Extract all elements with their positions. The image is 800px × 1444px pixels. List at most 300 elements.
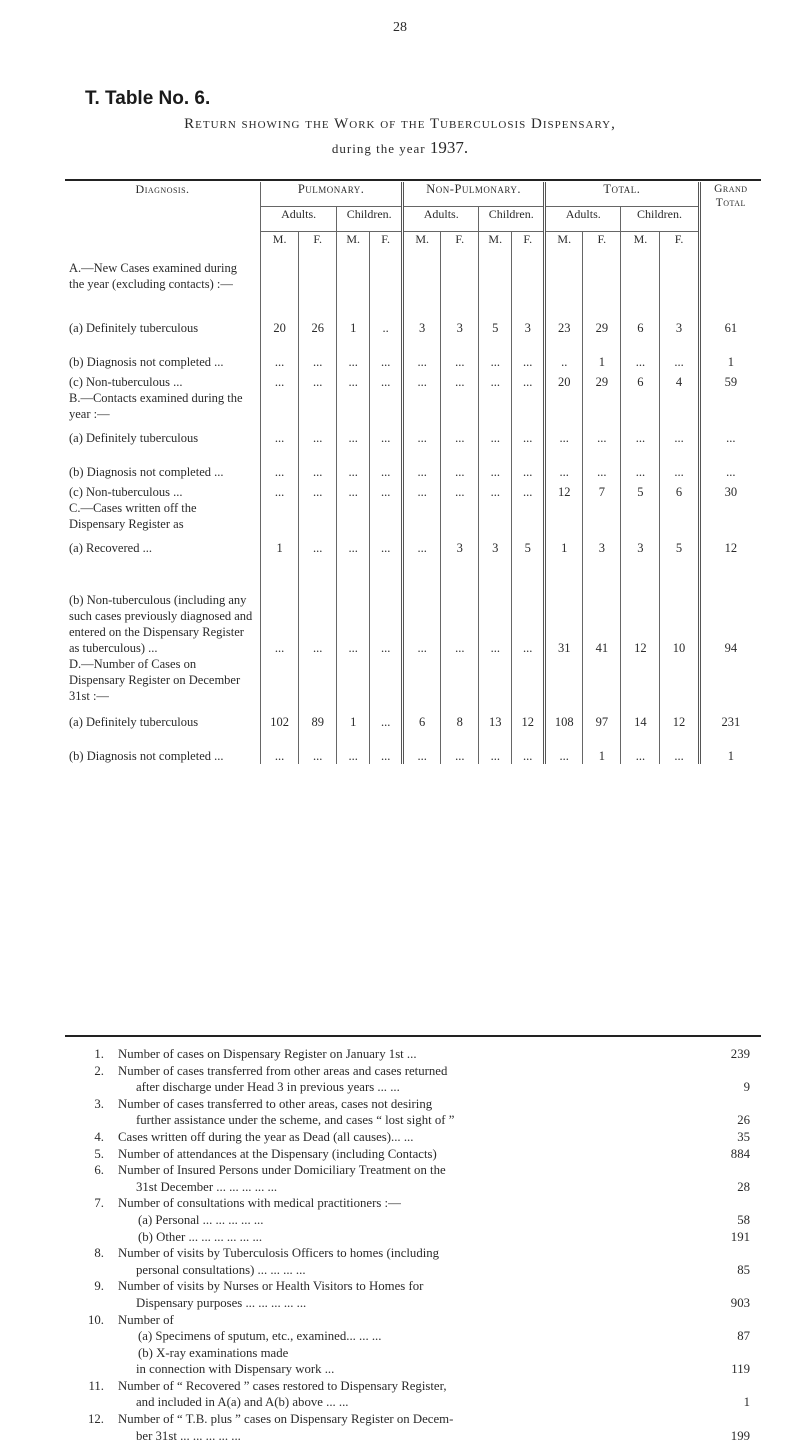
table-cell: 1: [583, 336, 621, 370]
table-cell: ...: [583, 446, 621, 480]
grand-total-cell: 59: [699, 370, 761, 390]
empty-cell: [583, 390, 621, 428]
empty-cell: [403, 390, 441, 428]
table-cell: 89: [299, 712, 337, 730]
table-cell: ...: [545, 446, 583, 480]
table-cell: ...: [545, 428, 583, 446]
row-label: (a) Definitely tuberculous: [69, 431, 199, 445]
note-text: Number of attendances at the Dispensary (including Contacts): [118, 1146, 437, 1161]
note-item: [80, 1411, 750, 1444]
note-value: 87: [737, 1329, 750, 1344]
table-cell: ...: [479, 480, 512, 500]
note-item: [80, 1245, 750, 1278]
sex-header: M.: [403, 232, 441, 261]
table-cell: ...: [441, 480, 479, 500]
sex-header: F.: [441, 232, 479, 261]
table-cell: 20: [545, 370, 583, 390]
table-cell: ...: [337, 370, 370, 390]
note-item: [80, 1212, 750, 1229]
table-cell: 29: [583, 370, 621, 390]
note-value: 35: [737, 1129, 750, 1144]
dispensary-table: [65, 182, 761, 764]
note-value: 28: [737, 1179, 750, 1194]
table-cell: ...: [512, 336, 545, 370]
note-text: Number of: [118, 1312, 174, 1327]
empty-cell: [337, 390, 370, 428]
table-cell: ...: [370, 712, 403, 730]
empty-cell: [261, 500, 299, 538]
empty-cell: [479, 260, 512, 318]
note-text: Number of Insured Persons under Domiciliary Treatment on the: [118, 1163, 446, 1178]
table-cell: ...: [403, 370, 441, 390]
empty-cell: [583, 500, 621, 538]
empty-cell: [583, 656, 621, 712]
grand-total-cell: 1: [699, 336, 761, 370]
row-label: (a) Definitely tuberculous: [69, 715, 199, 729]
note-item: [80, 1312, 750, 1329]
table-cell: ...: [403, 730, 441, 764]
note-number: 2.: [94, 1063, 104, 1078]
empty-cell: [337, 260, 370, 318]
table-cell: ...: [403, 538, 441, 556]
note-text: after discharge under Head 3 in previous years ... ...: [136, 1080, 400, 1095]
table-cell: ...: [337, 428, 370, 446]
table-cell: 108: [545, 712, 583, 730]
table-cell: 41: [583, 556, 621, 656]
empty-cell: [441, 260, 479, 318]
note-number: 3.: [94, 1096, 104, 1111]
note-number: 11.: [88, 1378, 104, 1393]
note-text: and included in A(a) and A(b) above ... ...: [136, 1395, 349, 1410]
table-cell: ...: [441, 446, 479, 480]
table-cell: 20: [261, 318, 299, 336]
table-cell: ...: [583, 428, 621, 446]
table-row: [65, 730, 761, 764]
table-row: [65, 446, 761, 480]
note-item: [80, 1328, 750, 1345]
table-cell: ...: [299, 480, 337, 500]
table-cell: ...: [512, 730, 545, 764]
section-heading-row: [65, 260, 761, 318]
summary-notes: [80, 1046, 750, 1444]
note-text: Number of visits by Tuberculosis Officers to homes (including: [118, 1246, 440, 1261]
table-cell: ...: [512, 446, 545, 480]
note-item: [80, 1195, 750, 1212]
table-label: T. Table No. 6.: [85, 88, 211, 109]
table-cell: 1: [261, 538, 299, 556]
empty-cell: [660, 260, 699, 318]
empty-cell: [261, 390, 299, 428]
sex-header: M.: [479, 232, 512, 261]
table-cell: ...: [299, 336, 337, 370]
empty-cell: [299, 500, 337, 538]
empty-cell: [583, 260, 621, 318]
note-text: in connection with Dispensary work ...: [136, 1362, 335, 1377]
total-header: Total.: [545, 182, 699, 207]
table-cell: 6: [403, 712, 441, 730]
table-cell: ...: [299, 538, 337, 556]
table-cell: ...: [337, 480, 370, 500]
table-row: [65, 318, 761, 336]
table-cell: ...: [337, 336, 370, 370]
non-pulmonary-adults-header: Adults.: [403, 207, 479, 232]
table-cell: 3: [441, 538, 479, 556]
sex-header: M.: [545, 232, 583, 261]
note-value: 903: [730, 1295, 750, 1310]
empty-cell: [370, 656, 403, 712]
table-cell: 6: [660, 480, 699, 500]
section-heading-row: [65, 500, 761, 538]
empty-cell: [512, 656, 545, 712]
sex-header: F.: [370, 232, 403, 261]
table-cell: ...: [370, 428, 403, 446]
table-cell: ...: [545, 730, 583, 764]
table-row: [65, 336, 761, 370]
table-cell: 10: [660, 556, 699, 656]
note-text: (b) Other ... ... ... ... ... ...: [138, 1229, 263, 1244]
note-text: (a) Specimens of sputum, etc., examined... ... ...: [138, 1329, 382, 1344]
table-cell: ...: [403, 556, 441, 656]
table-cell: ...: [299, 428, 337, 446]
sex-header: M.: [337, 232, 370, 261]
empty-cell: [660, 500, 699, 538]
table-cell: ...: [621, 336, 660, 370]
section-heading: B.—Contacts examined during the year :—: [69, 391, 243, 421]
table-cell: 97: [583, 712, 621, 730]
section-heading-row: [65, 656, 761, 712]
empty-cell: [403, 500, 441, 538]
table-cell: 3: [583, 538, 621, 556]
empty-cell: [370, 390, 403, 428]
empty-cell: [660, 656, 699, 712]
empty-cell: [441, 390, 479, 428]
empty-cell: [621, 260, 660, 318]
empty-cell: [370, 500, 403, 538]
note-text: Number of cases on Dispensary Register on January 1st ...: [118, 1047, 417, 1061]
note-text: further assistance under the scheme, and cases “ lost sight of ”: [136, 1113, 455, 1128]
pulmonary-adults-header: Adults.: [261, 207, 337, 232]
table-top-rule: [65, 179, 761, 181]
table-cell: ...: [441, 556, 479, 656]
table-cell: ...: [261, 428, 299, 446]
table-row: [65, 556, 761, 656]
total-adults-header: Adults.: [545, 207, 621, 232]
empty-cell: [261, 260, 299, 318]
empty-cell: [512, 500, 545, 538]
grand-total-cell: 61: [699, 318, 761, 336]
note-number: 8.: [94, 1246, 104, 1261]
table-cell: ...: [441, 730, 479, 764]
empty-cell: [621, 656, 660, 712]
note-item: [80, 1345, 750, 1378]
sex-header: F.: [660, 232, 699, 261]
note-text: Dispensary purposes ... ... ... ... ...: [136, 1295, 307, 1310]
empty-cell: [441, 500, 479, 538]
note-text: Number of “ T.B. plus ” cases on Dispensary Register on Decem-: [118, 1412, 454, 1427]
note-value: 26: [737, 1113, 750, 1128]
non-pulmonary-children-header: Children.: [479, 207, 545, 232]
sex-header: F.: [299, 232, 337, 261]
table-cell: 3: [479, 538, 512, 556]
table-row: [65, 538, 761, 556]
note-number: 10.: [88, 1312, 104, 1327]
grand-total-cell: ...: [699, 428, 761, 446]
table-cell: 7: [583, 480, 621, 500]
table-cell: ...: [512, 428, 545, 446]
table-cell: 29: [583, 318, 621, 336]
note-value: 85: [737, 1262, 750, 1277]
table-cell: ...: [441, 370, 479, 390]
empty-cell: [545, 260, 583, 318]
table-cell: ...: [261, 336, 299, 370]
note-item: [80, 1229, 750, 1246]
table-cell: 5: [479, 318, 512, 336]
table-cell: 6: [621, 318, 660, 336]
table-cell: ...: [337, 446, 370, 480]
table-cell: 6: [621, 370, 660, 390]
row-label: (a) Recovered ...: [69, 541, 152, 555]
table-cell: ...: [512, 480, 545, 500]
table-title: Return showing the Work of the Tuberculosis Dispensary,: [184, 116, 616, 132]
table-cell: ...: [512, 556, 545, 656]
table-cell: ...: [479, 556, 512, 656]
sex-header: M.: [261, 232, 299, 261]
note-value: 1: [743, 1395, 750, 1410]
table-cell: ...: [479, 370, 512, 390]
table-cell: 5: [660, 538, 699, 556]
note-text: (b) X-ray examinations made: [138, 1345, 289, 1360]
note-item: [80, 1063, 750, 1096]
table-cell: ...: [370, 538, 403, 556]
empty-cell: [479, 656, 512, 712]
table-cell: 5: [512, 538, 545, 556]
table-cell: ...: [403, 480, 441, 500]
table-cell: 3: [660, 318, 699, 336]
empty-cell: [699, 500, 761, 538]
empty-cell: [441, 656, 479, 712]
table-cell: ...: [370, 480, 403, 500]
note-item: [80, 1129, 750, 1146]
table-cell: ...: [261, 446, 299, 480]
empty-cell: [479, 500, 512, 538]
table-cell: ...: [261, 370, 299, 390]
table-cell: ...: [660, 446, 699, 480]
table-row: [65, 370, 761, 390]
total-children-header: Children.: [621, 207, 699, 232]
empty-cell: [512, 390, 545, 428]
grand-total-cell: 30: [699, 480, 761, 500]
table-cell: 1: [583, 730, 621, 764]
row-label: (b) Non-tuberculous (including any such cases previously diagnosed and entered on the Dispensary Register as tuberculous) ...: [69, 593, 253, 655]
note-value: 199: [730, 1428, 750, 1443]
grand-total-cell: 94: [699, 556, 761, 656]
table-cell: 12: [660, 712, 699, 730]
note-value: 191: [730, 1229, 750, 1244]
table-cell: ...: [660, 730, 699, 764]
row-label: (b) Diagnosis not completed ...: [69, 465, 224, 479]
note-number: 6.: [94, 1163, 104, 1178]
grand-total-header: Grand Total: [699, 182, 761, 260]
table-cell: ...: [261, 556, 299, 656]
section-heading-row: [65, 390, 761, 428]
table-cell: 3: [441, 318, 479, 336]
note-text: Number of cases transferred to other areas, cases not desiring: [118, 1096, 433, 1111]
table-cell: 12: [512, 712, 545, 730]
table-cell: 31: [545, 556, 583, 656]
table-cell: ..: [545, 336, 583, 370]
table-cell: 1: [337, 712, 370, 730]
note-text: personal consultations) ... ... ... ...: [136, 1262, 306, 1277]
table-cell: ...: [403, 428, 441, 446]
pulmonary-header: Pulmonary.: [261, 182, 403, 207]
table-cell: ...: [479, 730, 512, 764]
table-cell: ...: [403, 446, 441, 480]
row-label: (b) Diagnosis not completed ...: [69, 355, 224, 369]
table-bottom-rule: [65, 1035, 761, 1037]
table-cell: ...: [479, 428, 512, 446]
table-cell: 5: [621, 480, 660, 500]
table-cell: ...: [403, 336, 441, 370]
section-heading: D.—Number of Cases on Dispensary Register on December 31st :—: [69, 657, 241, 703]
table-cell: 1: [545, 538, 583, 556]
note-number: 9.: [94, 1279, 104, 1294]
grand-total-cell: 1: [699, 730, 761, 764]
note-item: [80, 1378, 750, 1411]
note-item: [80, 1046, 750, 1063]
empty-cell: [699, 260, 761, 318]
section-heading: C.—Cases written off the Dispensary Register as: [69, 501, 197, 531]
table-cell: ...: [660, 336, 699, 370]
grand-total-cell: 231: [699, 712, 761, 730]
table-cell: ...: [299, 370, 337, 390]
table-cell: 26: [299, 318, 337, 336]
table-row: [65, 428, 761, 446]
subtitle-prefix: during the year: [331, 141, 426, 156]
table-cell: ...: [621, 446, 660, 480]
note-text: ber 31st ... ... ... ... ...: [136, 1428, 241, 1443]
note-text: Cases written off during the year as Dead (all causes)... ...: [118, 1129, 414, 1144]
table-cell: ...: [512, 370, 545, 390]
note-number: 5.: [94, 1146, 104, 1161]
sex-header: M.: [621, 232, 660, 261]
empty-cell: [512, 260, 545, 318]
note-number: 1.: [94, 1047, 104, 1061]
row-label: (b) Diagnosis not completed ...: [69, 749, 224, 763]
note-number: 4.: [94, 1129, 104, 1144]
note-text: Number of “ Recovered ” cases restored to Dispensary Register,: [118, 1378, 447, 1393]
empty-cell: [699, 390, 761, 428]
grand-total-cell: ...: [699, 446, 761, 480]
table-cell: ...: [370, 370, 403, 390]
table-cell: ...: [337, 730, 370, 764]
empty-cell: [299, 260, 337, 318]
table-cell: ...: [370, 336, 403, 370]
row-label: (c) Non-tuberculous ...: [69, 375, 183, 389]
table-cell: ...: [370, 730, 403, 764]
page-number: 28: [393, 20, 407, 35]
table-cell: ...: [621, 730, 660, 764]
non-pulmonary-header: Non-Pulmonary.: [403, 182, 545, 207]
table-cell: ...: [299, 556, 337, 656]
note-text: Number of visits by Nurses or Health Visitors to Homes for: [118, 1279, 424, 1294]
table-cell: ...: [337, 538, 370, 556]
empty-cell: [699, 656, 761, 712]
table-cell: 23: [545, 318, 583, 336]
table-cell: 1: [337, 318, 370, 336]
table-cell: ...: [299, 446, 337, 480]
table-cell: ...: [261, 730, 299, 764]
table-cell: 14: [621, 712, 660, 730]
empty-cell: [545, 656, 583, 712]
table-cell: 3: [621, 538, 660, 556]
table-cell: 3: [512, 318, 545, 336]
note-value: 239: [730, 1047, 750, 1061]
note-value: 884: [730, 1146, 750, 1161]
table-cell: 4: [660, 370, 699, 390]
note-value: 9: [743, 1080, 750, 1095]
table-cell: ...: [479, 336, 512, 370]
empty-cell: [545, 500, 583, 538]
section-heading: A.—New Cases examined during the year (excluding contacts) :—: [69, 261, 238, 291]
note-text: (a) Personal ... ... ... ... ...: [138, 1212, 264, 1227]
table-cell: ...: [441, 336, 479, 370]
grand-total-cell: 12: [699, 538, 761, 556]
table-cell: 3: [403, 318, 441, 336]
note-text: Number of consultations with medical practitioners :—: [118, 1196, 401, 1211]
table-cell: ...: [370, 556, 403, 656]
table-cell: ..: [370, 318, 403, 336]
empty-cell: [545, 390, 583, 428]
note-value: 58: [737, 1212, 750, 1227]
table-cell: ...: [299, 730, 337, 764]
table-cell: ...: [441, 428, 479, 446]
note-number: 12.: [88, 1412, 104, 1427]
empty-cell: [337, 656, 370, 712]
table-cell: ...: [479, 446, 512, 480]
empty-cell: [403, 656, 441, 712]
empty-cell: [261, 656, 299, 712]
table-cell: ...: [621, 428, 660, 446]
note-item: [80, 1162, 750, 1195]
empty-cell: [621, 500, 660, 538]
empty-cell: [299, 390, 337, 428]
empty-cell: [370, 260, 403, 318]
note-item: [80, 1146, 750, 1163]
table-cell: 8: [441, 712, 479, 730]
note-value: 119: [731, 1362, 750, 1377]
subtitle-year: 1937.: [429, 138, 469, 157]
table-cell: ...: [660, 428, 699, 446]
table-row: [65, 712, 761, 730]
table-cell: ...: [337, 556, 370, 656]
row-label: (a) Definitely tuberculous: [69, 321, 199, 335]
empty-cell: [403, 260, 441, 318]
empty-cell: [660, 390, 699, 428]
note-number: 7.: [94, 1196, 104, 1211]
table-cell: ...: [370, 446, 403, 480]
table-cell: ...: [261, 480, 299, 500]
table-cell: 13: [479, 712, 512, 730]
table-row: [65, 480, 761, 500]
empty-cell: [479, 390, 512, 428]
sex-header: F.: [583, 232, 621, 261]
empty-cell: [621, 390, 660, 428]
row-label: (c) Non-tuberculous ...: [69, 485, 183, 499]
note-text: Number of cases transferred from other areas and cases returned: [118, 1063, 448, 1078]
empty-cell: [299, 656, 337, 712]
table-cell: 12: [621, 556, 660, 656]
diagnosis-header: Diagnosis.: [135, 182, 190, 196]
